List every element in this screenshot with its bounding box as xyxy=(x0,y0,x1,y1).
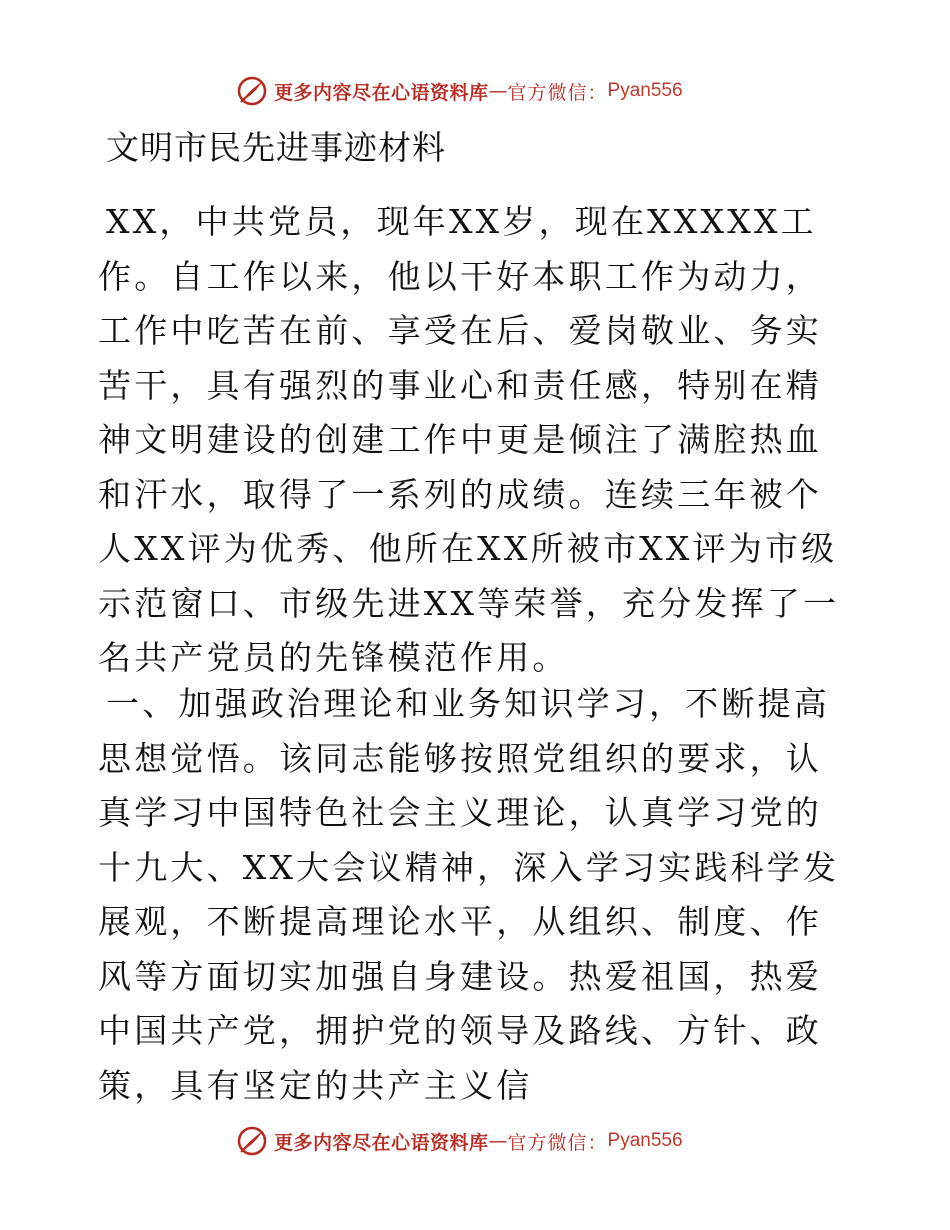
quill-logo-icon xyxy=(236,75,268,107)
quill-logo-icon xyxy=(236,1125,268,1157)
paragraph-intro: XX，中共党员，现年XX岁，现在XXXXX工作。自工作以来，他以干好本职工作为动力，工作中吃苦在前、享受在后、爱岗敬业、务实苦干，具有强烈的事业心和责任感，特别在精神文明建设的创建工作中更是倾注了满腔热血和汗水，取得了一系列的成绩。连续三年被个人XX评为优秀、他所在XX所被市XX评为市级示范窗口、市级先进XX等荣誉，充分发挥了一名共产党员的先锋模范作用。 xyxy=(98,202,840,677)
watermark-separator: — xyxy=(488,1130,508,1152)
footer-watermark xyxy=(236,1124,683,1158)
header-watermark xyxy=(236,74,683,108)
watermark-site-text: 更多内容尽在心语资料库 xyxy=(274,81,489,104)
watermark-wechat-id: Pyan556 xyxy=(607,1130,683,1151)
watermark-wechat-id: Pyan556 xyxy=(607,80,683,101)
watermark-site-text: 更多内容尽在心语资料库 xyxy=(274,1131,489,1154)
watermark-separator: — xyxy=(488,80,508,102)
watermark-label: 官方微信： xyxy=(507,1131,608,1154)
document-title: 文明市民先进事迹材料 xyxy=(106,128,446,167)
watermark-label: 官方微信： xyxy=(507,81,608,104)
paragraph-section-one: 一、加强政治理论和业务知识学习，不断提高思想觉悟。该同志能够按照党组织的要求，认真学习中国特色社会主义理论，认真学习党的十九大、XX大会议精神，深入学习实践科学发展观，不断提高理论水平，从组织、制度、作风等方面切实加强自身建设。热爱祖国，热爱中国共产党，拥护党的领导及路线、方针、政策，具有坚定的共产主义信 xyxy=(98,684,840,1105)
